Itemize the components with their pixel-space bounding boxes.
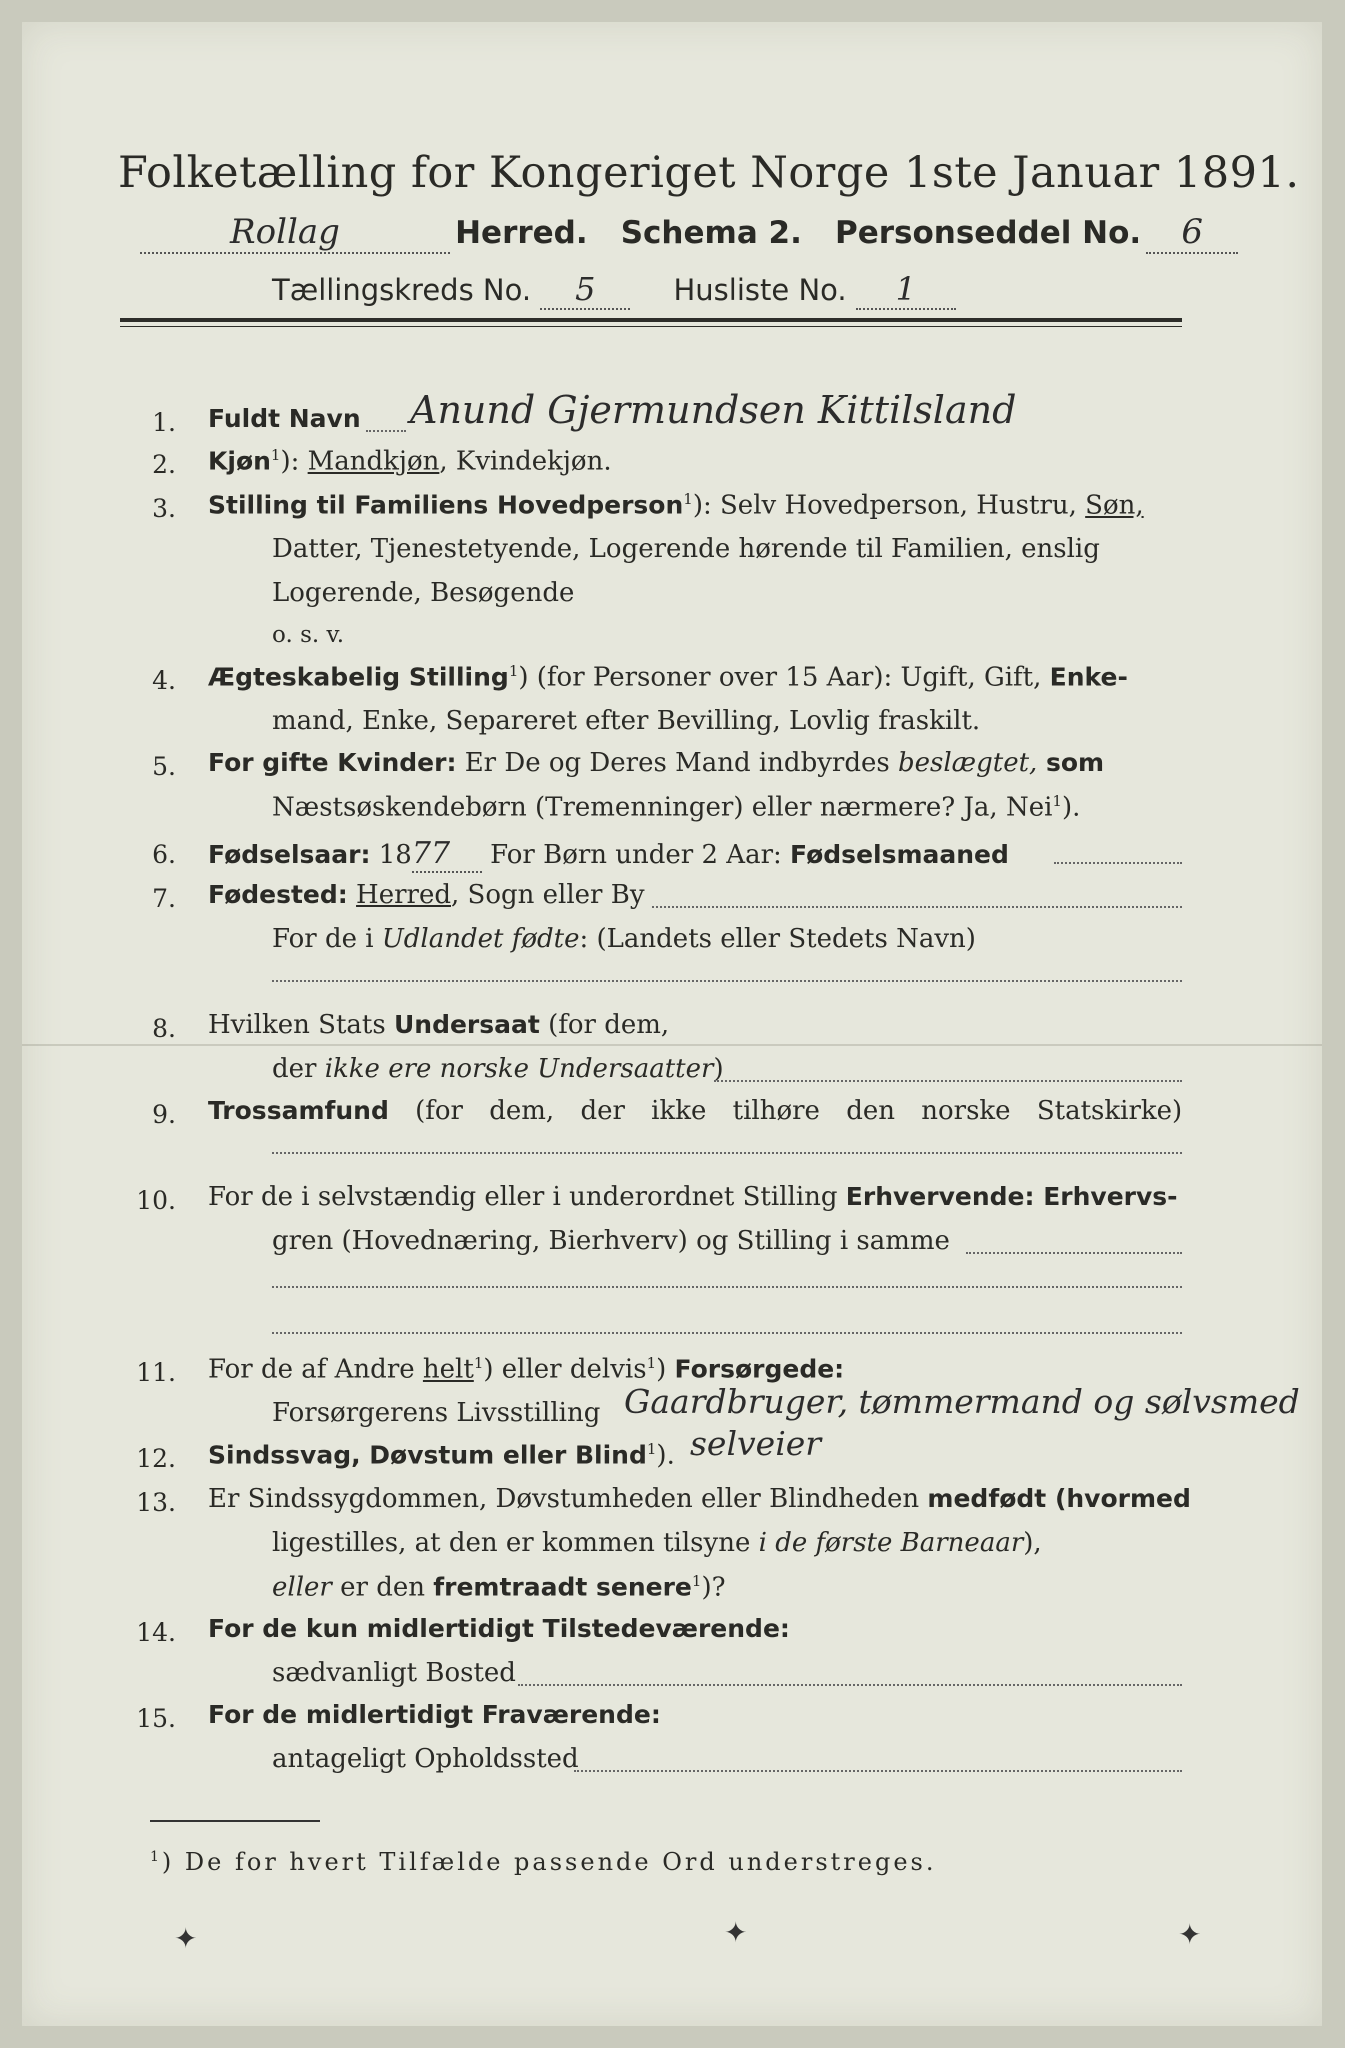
q2-label: Kjøn [208,446,271,476]
q4-line2: mand, Enke, Separeret efter Bevilling, Lovlig fraskilt. [272,706,981,736]
q8-c: (for dem, [539,1010,670,1040]
q1-leader [366,430,406,432]
footnote-ref: 1 [508,662,519,680]
item-number: 15. [136,1704,176,1733]
registration-mark-right: ✦ [1178,1918,1202,1951]
footnote-ref: 1 [683,490,693,508]
q10-b: Erhvervende: [845,1182,1035,1211]
q2-option-mandkjon: Mandkjøn [307,446,440,477]
q2-row [208,446,612,477]
q11-value: Gaardbruger, tømmermand og sølvsmed [624,1382,1300,1421]
q6-prefix: 18 [370,840,412,870]
q8-b: Undersaat [393,1010,540,1039]
taellingskreds-value: 5 [540,270,630,310]
q13-row [208,1484,1191,1514]
q3-line3: Logerende, Besøgende [272,578,575,608]
q3-line4: o. s. v. [272,622,345,648]
q1-row [208,404,361,434]
q11-a: For de af Andre [208,1354,423,1385]
herred-row [140,212,1238,254]
footnote-text: ) De for hvert Tilfælde passende Ord understreges. [161,1848,937,1876]
q15-leader [574,1770,1182,1772]
q14-line2: sædvanligt Bosted [272,1658,516,1688]
kreds-row [272,270,956,310]
q8-line2 [272,1054,724,1084]
q13-a: Er Sindssygdommen, Døvstumheden eller Blindheden [208,1484,928,1514]
q8-line2-a: der [272,1054,325,1084]
q13-line3 [272,1572,726,1603]
footnote-ref: 1 [646,1354,657,1372]
footnote-rule [150,1820,320,1822]
q7-line2-a: For de i [272,924,382,954]
husliste-value: 1 [856,270,956,310]
husliste-label: Husliste No. [673,273,847,307]
form-title: Folketælling for Kongeriget Norge 1ste Januar 1891. [118,148,1300,198]
q9-row [208,1096,1182,1126]
item-number: 4. [152,666,176,695]
q10-leader [966,1252,1182,1254]
q13-line3-a: er den [331,1572,434,1603]
item-number: 5. [152,752,176,781]
q7-row [208,880,645,910]
q9-text: (for dem, der ikke tilhøre den norske Statskirke) [388,1096,1183,1126]
q5-italic: beslægtet, [897,748,1038,778]
q13-line2-i: i de første Barneaar [758,1528,1024,1558]
q3-option-son: Søn, [1085,490,1144,521]
registration-mark-center: ✦ [724,1916,748,1949]
q11-c: ) [656,1354,675,1385]
header-rule-thin [120,326,1182,327]
item-number: 9. [152,1100,176,1129]
q5-text: Er De og Deres Mand indbyrdes [456,748,898,778]
q13-c: (hvormed [1046,1484,1191,1513]
herred-value: Rollag [140,212,450,254]
item-number: 3. [152,494,176,523]
q11-b: ) eller delvis [483,1354,647,1385]
q5-line2 [272,792,1080,823]
item-number: 2. [152,450,176,479]
q6-leader [1054,862,1182,864]
q6-label: Fødselsaar: [208,840,371,869]
q3-label: Stilling til Familiens Hovedperson [208,490,684,520]
item-number: 11. [136,1358,176,1387]
q10-line2: gren (Hovednæring, Bierhverv) og Stilling i samme [272,1226,950,1256]
q6-text: For Børn under 2 Aar: [481,840,791,870]
q5-line2-text: Næstsøskendebørn (Tremenninger) eller nærmere? Ja, Nei [272,792,1053,823]
footnote-ref: 1 [473,1354,484,1372]
q2-text: ): [280,446,308,477]
q11-option-helt: helt [422,1354,474,1385]
q5-som: som [1037,748,1105,777]
q7-line2-i2: fødte [503,924,580,954]
q13-b: medfødt [927,1484,1047,1513]
q1-label: Fuldt Navn [208,404,361,433]
item-number: 12. [136,1444,176,1473]
q2-option-kvindekjon: , Kvindekjøn. [439,446,612,477]
q15-row [208,1700,661,1730]
item-number: 10. [136,1186,176,1215]
footnote-ref: 1 [1052,792,1062,810]
q12-end: ). [656,1440,675,1471]
q5-label: For gifte Kvinder: [208,748,457,777]
registration-mark-left: ✦ [174,1922,198,1955]
footnote-ref: 1 [691,1572,702,1590]
q13-line2-b: ), [1023,1528,1042,1558]
q10-blank-line-2 [272,1332,1182,1334]
q5-row [208,748,1104,778]
footnote-marker: 1 [150,1849,162,1865]
item-number: 13. [136,1488,176,1517]
q13-line2-a: ligestilles, at den er kommen tilsyne [272,1528,759,1558]
q4-text: ) (for Personer over 15 Aar): Ugift, Gift, [518,662,1050,693]
q8-line2-i: ikke ere norske Undersaatter [324,1054,714,1084]
q11-line2: Forsørgerens Livsstilling [272,1398,601,1428]
q15-label: For de midlertidigt Fraværende: [208,1700,661,1729]
q6-row [208,836,1009,873]
footnote-ref: 1 [646,1440,657,1458]
personseddel-label: Personseddel No. [834,215,1142,251]
q8-a: Hvilken Stats [208,1010,394,1040]
q7-label: Fødested: [208,880,348,909]
q13-line2 [272,1528,1042,1558]
q10-a: For de i selvstændig eller i underordnet Stilling [208,1182,846,1212]
q14-leader [518,1684,1182,1686]
q3-text: ): Selv Hovedperson, Hustru, [692,490,1086,521]
q7-option-herred: Herred [356,880,451,910]
q4-enke: Enke- [1049,662,1128,692]
footnote-ref: 1 [270,446,281,464]
q13-line3-b: fremtraadt senere [433,1572,692,1602]
q10-row [208,1182,1178,1212]
paper-fold [22,1044,1322,1046]
q9-blank-line [272,1152,1182,1154]
q10-c: Erhvervs- [1034,1182,1178,1211]
q15-line2: antageligt Opholdssted [272,1744,579,1774]
taellingskreds-label: Tællingskreds No. [272,273,532,307]
q10-blank-line-1 [272,1286,1182,1288]
q6-label2: Fødselsmaaned [790,840,1009,869]
q13-line3-c: )? [701,1572,726,1603]
q6-value: 77 [412,836,482,873]
item-number: 6. [152,840,176,869]
q1-value: Anund Gjermundsen Kittilsland [410,388,1017,432]
q12-label: Sindssvag, Døvstum eller Blind [208,1440,647,1470]
item-number: 1. [152,408,176,437]
q7-text: , Sogn eller By [451,880,645,910]
q8-line2-b: ) [713,1054,724,1084]
q11-d: Forsørgede: [674,1354,845,1384]
personseddel-value: 6 [1146,212,1238,254]
q7-line2-b: : (Landets eller Stedets Navn) [579,924,976,954]
item-number: 7. [152,884,176,913]
q13-line3-i: eller [272,1572,332,1603]
q11-row [208,1354,844,1385]
item-number: 14. [136,1618,176,1647]
q7-line2-i1: Udlandet [381,924,504,954]
item-number: 8. [152,1014,176,1043]
herred-label: Herred. [455,215,588,251]
q7-line2 [272,924,976,954]
q9-label: Trossamfund [208,1096,389,1125]
schema-label: Schema 2. [620,215,802,251]
q12-row [208,1440,675,1471]
q7-blank-line [272,980,1182,982]
q3-line2: Datter, Tjenestetyende, Logerende hørende til Familien, enslig [272,534,1100,564]
q4-row [208,662,1128,693]
q5-line2-end: ). [1061,792,1081,823]
q8-row [208,1010,669,1040]
q12-value: selveier [690,1424,822,1463]
q14-label: For de kun midlertidigt Tilstedeværende: [208,1614,790,1643]
q8-leader [714,1080,1182,1082]
q14-row [208,1614,790,1644]
q4-label: Ægteskabelig Stilling [208,662,509,692]
footnote [150,1848,936,1876]
header-rule-thick [120,318,1182,322]
q7-leader [652,906,1182,908]
q3-row [208,490,1144,521]
